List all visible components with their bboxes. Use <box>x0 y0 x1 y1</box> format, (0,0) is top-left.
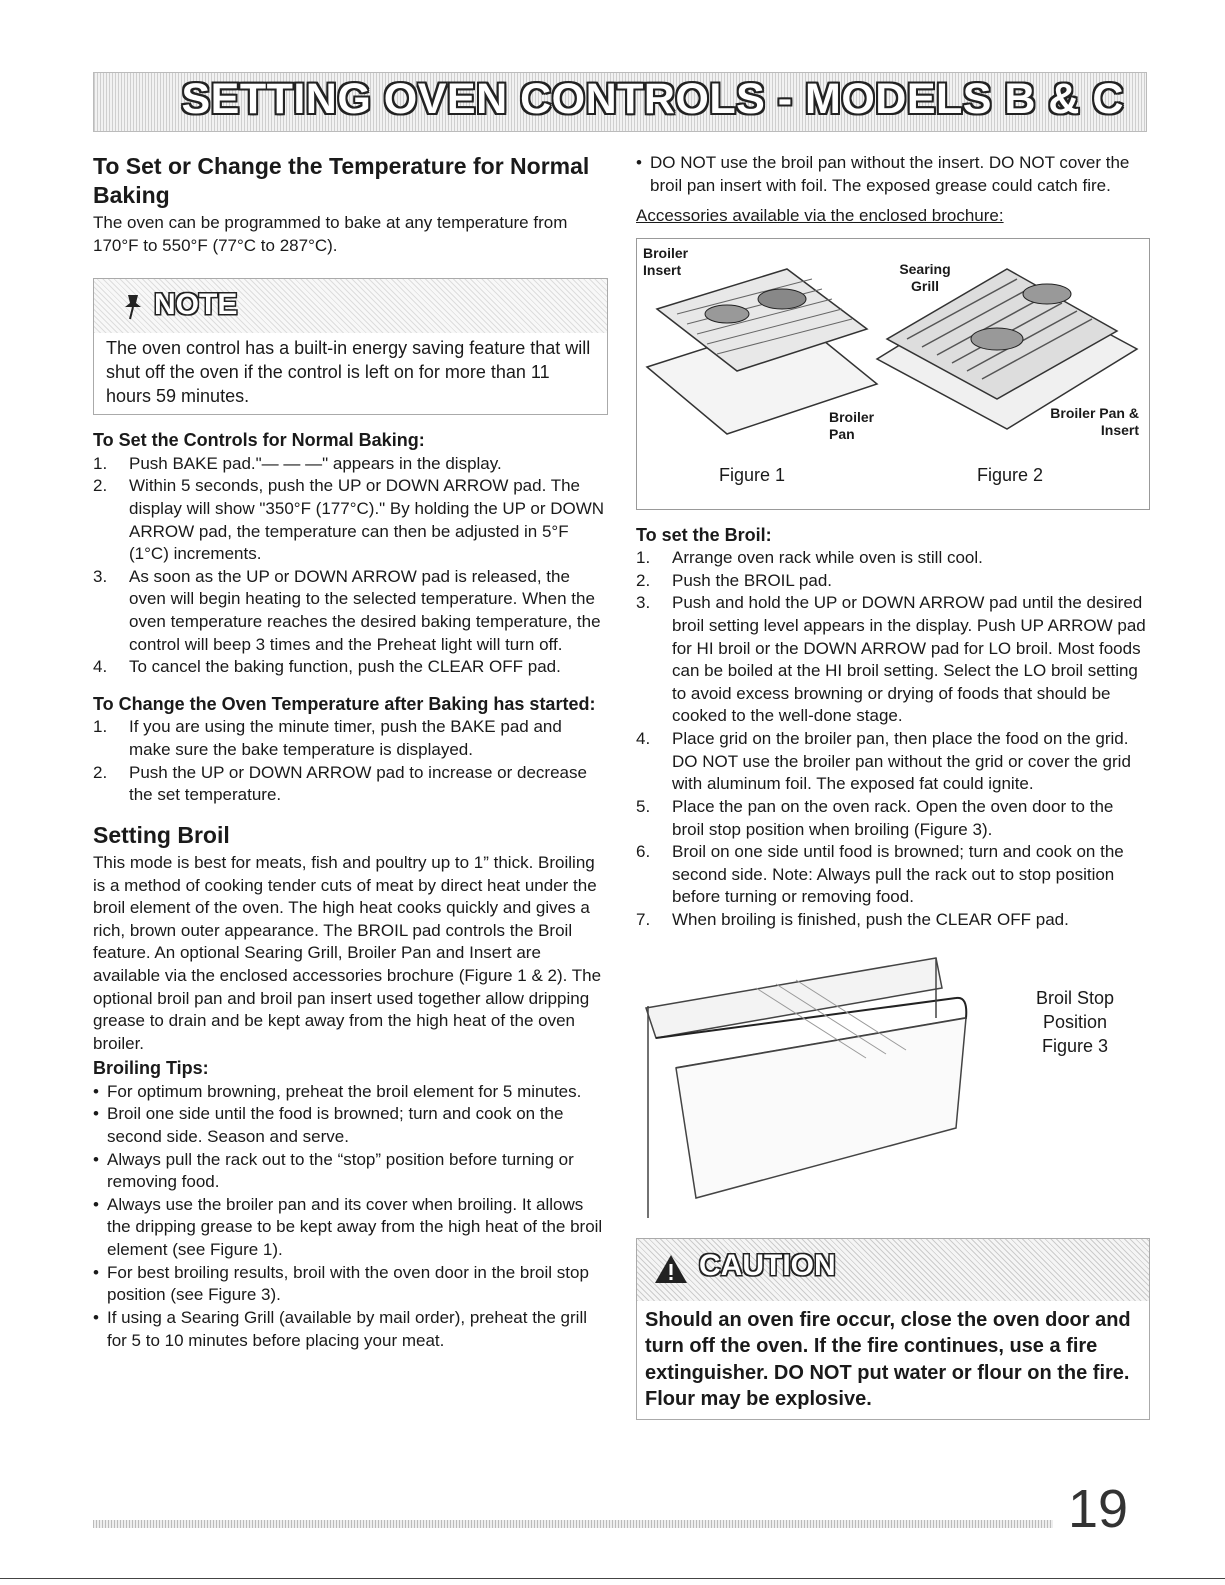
broiler-pan-insert-label: Broiler Pan & Insert <box>1050 404 1139 438</box>
fig3-line2: Position <box>1042 1011 1108 1032</box>
footer-bar <box>93 1520 1053 1528</box>
pin-icon <box>122 293 144 321</box>
list-item: 7. When broiling is finished, push the CLEAR OFF pad. <box>636 909 1069 929</box>
list-item: 1. Push BAKE pad."— — —" appears in the display. <box>93 453 502 473</box>
temp-heading: To Set or Change the Temperature for Normal Baking <box>93 153 590 209</box>
caution-label: CAUTION <box>699 1248 836 1282</box>
list-item: 1. Arrange oven rack while oven is still cool. <box>636 548 983 568</box>
list-item: • Always use the broiler pan and its cover when broiling. It allows the dripping grease to be kept away from the high heat of the broil element (see Figure 1). <box>93 1194 608 1262</box>
broiler-pan-label: Broiler Pan <box>829 408 875 442</box>
note-header <box>94 279 607 333</box>
list-item: 2. Push the BROIL pad. <box>636 570 833 590</box>
list-item: 3. Push and hold the UP or DOWN ARROW pad until the desired broil setting level appears in the display. Push UP ARROW pad for HI broil or the DOWN ARROW pad for LO broil. Most foods can be boiled at the HI broil setting. Select the LO broil setting to avoid excess browning or drying of foods that should be cooked to the well-done stage. <box>636 593 1146 726</box>
list-item: • For best broiling results, broil with the oven door in the broil stop position (see Figure 3). <box>93 1262 608 1307</box>
page-number: 19 <box>1068 1479 1129 1539</box>
accessories-figure <box>636 238 1150 510</box>
list-item: • Always pull the rack out to the “stop” position before turning or removing food. <box>93 1149 608 1194</box>
list-item: • Broil one side until the food is browned; turn and cook on the second side. Season and serve. <box>93 1103 608 1148</box>
list-item: 6. Broil on one side until food is browned; turn and cook on the second side. Note: Always pull the rack out to stop position before turning or removing food. <box>636 842 1124 907</box>
caution-text: Should an oven fire occur, close the oven door and turn off the oven. If the fire continues, use a fire extinguisher. DO NOT put water or flour on the fire. Flour may be explosive. <box>645 1308 1131 1411</box>
broil-heading: Setting Broil <box>93 821 230 848</box>
set-broil-steps <box>636 547 1150 931</box>
searing-grill-label: Searing Grill <box>899 260 951 294</box>
header-banner <box>93 72 1147 132</box>
list-item: 1. If you are using the minute timer, push the BAKE pad and make sure the bake temperature is displayed. <box>93 717 562 759</box>
set-broil-heading: To set the Broil: <box>636 524 772 545</box>
fig3-line3: Figure 3 <box>1041 1035 1109 1056</box>
right-column <box>636 152 1150 1420</box>
caution-header <box>637 1239 1149 1301</box>
broil-text: This mode is best for meats, fish and poultry up to 1” thick. Broiling is a method of cooking tender cuts of meat by direct heat under the broil element of the oven. The high heat cooks quickly and gives a rich, brown outer appearance. The BROIL pad controls the Broil feature. An optional Searing Grill, Broiler Pan and Insert are available via the enclosed accessories brochure (Figure 1 & 2). The optional broil pan and broil pan insert used together allow dripping grease to drain and be kept away from the high heat of the oven broiler. <box>93 852 602 1053</box>
temp-text: The oven can be programmed to bake at any temperature from 170°F to 550°F (77°C to 287°C). <box>93 213 568 256</box>
oven-door-figure <box>636 948 1150 1220</box>
warning-icon <box>653 1253 689 1285</box>
caution-box <box>636 1238 1150 1420</box>
list-item: 5. Place the pan on the oven rack. Open the oven door to the broil stop position when broiling (Figure 3). <box>636 796 1114 839</box>
list-item: 2. Within 5 seconds, push the UP or DOWN ARROW pad. The display will show "350°F (177°C)." By holding the UP or DOWN ARROW pad, the temperature can then be adjusted in 5°F (1°C) increments. <box>93 476 605 564</box>
broiler-insert-label: Broiler Insert <box>643 244 689 278</box>
controls-steps <box>93 453 608 679</box>
figure-1-caption: Figure 1 <box>719 464 786 485</box>
note-box <box>93 278 608 416</box>
figure-2-caption: Figure 2 <box>977 464 1044 485</box>
left-column <box>93 152 608 1352</box>
list-item: 2. Push the UP or DOWN ARROW pad to increase or decrease the set temperature. <box>93 762 587 805</box>
bottom-divider <box>0 1578 1225 1579</box>
accessories-text: Accessories available via the enclosed brochure: <box>636 206 1004 226</box>
change-steps <box>93 716 608 806</box>
tips-heading: Broiling Tips: <box>93 1058 209 1079</box>
oven-door-illustration <box>636 948 976 1220</box>
page-title: SETTING OVEN CONTROLS - MODELS B & C <box>181 75 1124 123</box>
fig3-line1: Broil Stop <box>1035 987 1115 1008</box>
list-item: • If using a Searing Grill (available by mail order), preheat the grill for 5 to 10 minutes before placing your meat. <box>93 1307 608 1352</box>
note-label: NOTE <box>154 287 238 321</box>
list-item: 4. To cancel the baking function, push the CLEAR OFF pad. <box>93 657 561 677</box>
list-item: 4. Place grid on the broiler pan, then place the food on the grid. DO NOT use the broiler pan without the grid or cover the grid with aluminum foil. The exposed fat could ignite. <box>636 729 1131 794</box>
change-heading: To Change the Oven Temperature after Baking has started: <box>93 693 596 714</box>
list-item: • For optimum browning, preheat the broil element for 5 minutes. <box>93 1081 608 1104</box>
list-item: 3. As soon as the UP or DOWN ARROW pad is released, the oven will begin heating to the selected temperature. When the oven temperature reaches the desired baking temperature, the control will beep 3 times and the Preheat light will turn off. <box>93 566 601 654</box>
note-text: The oven control has a built-in energy saving feature that will shut off the oven if the control is left on for more than 11 hours 59 minutes. <box>106 337 591 406</box>
controls-heading: To Set the Controls for Normal Baking: <box>93 430 425 451</box>
broil-pan-warning: • DO NOT use the broil pan without the insert. DO NOT cover the broil pan insert with foil. The exposed grease could catch fire. <box>636 152 1150 197</box>
